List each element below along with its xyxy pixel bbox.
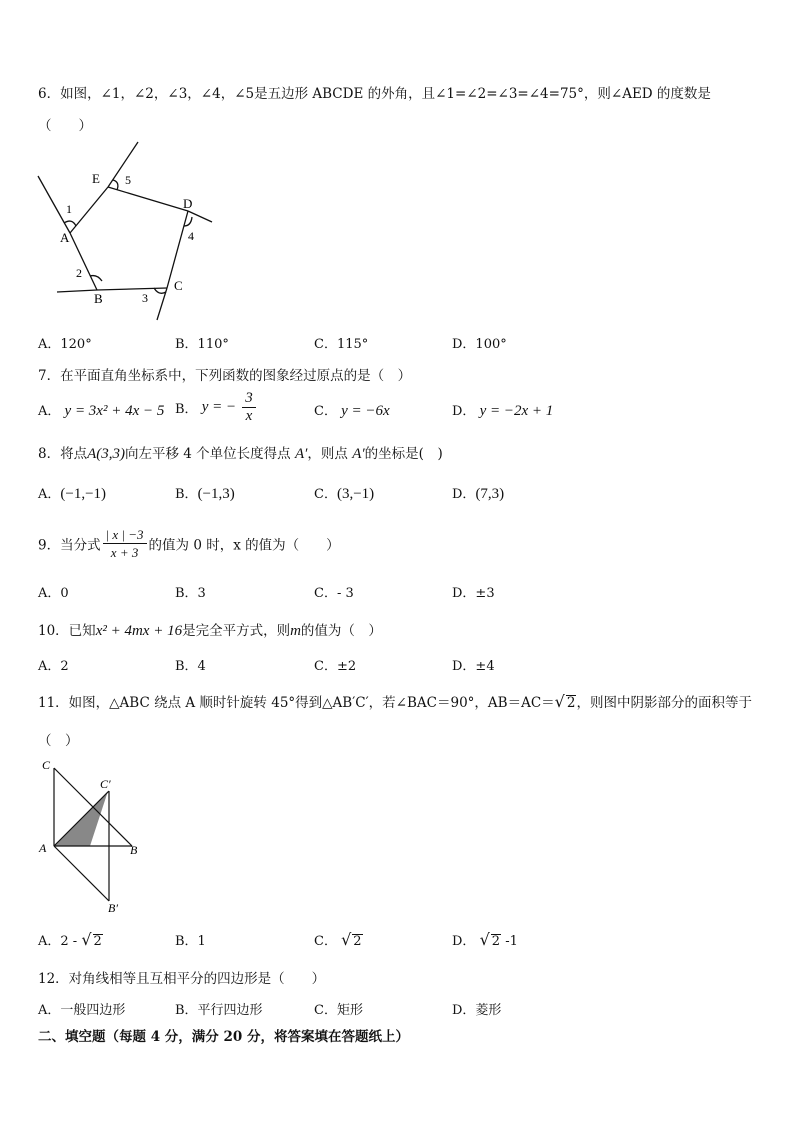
q7-option-a — [38, 400, 164, 420]
q7-option-c-label: C． — [314, 404, 337, 419]
q11-option-d-sqrt-icon: √ — [479, 930, 490, 949]
q10-option-b: B．4 — [175, 659, 206, 674]
q9-stem — [38, 526, 340, 561]
q12-stem: 12．对角线相等且互相平分的四边形是（ ） — [38, 971, 326, 987]
q11-text-post: ，则图中阴影部分的面积等于 — [576, 695, 752, 711]
q9-option-a: A．0 — [38, 586, 69, 601]
q10-option-a: A．2 — [38, 659, 69, 674]
q8-point2: A′ — [294, 446, 308, 462]
q6-option-c: C．115° — [314, 337, 369, 352]
q12-option-a: A．一般四边形 — [38, 1003, 126, 1018]
q6-option-b: B．110° — [175, 337, 229, 352]
q8-text-mid2: ，则点 — [307, 446, 348, 462]
q7-option-a-math: y = 3x² + 4x − 5 — [64, 403, 165, 419]
q8-point3: A′ — [352, 446, 365, 462]
q8-option-c-value: (3,−1) — [336, 486, 375, 502]
q11-text: 11．如图，△ABC 绕点 A 顺时针旋转 45°得到△AB′C′，若∠BAC＝90°，AB＝AC＝ — [38, 695, 555, 711]
q7-option-b-label: B． — [175, 402, 198, 417]
q10-expression: x² + 4mx + 16 — [95, 623, 183, 639]
q11-option-c-pre: C． — [314, 934, 337, 949]
q8-option-b-value: (−1,3) — [197, 486, 235, 502]
q10-option-c: C．±2 — [314, 659, 357, 674]
q9-option-c: C．- 3 — [314, 586, 354, 601]
q11-stem — [38, 691, 752, 711]
q6-label-1: 1 — [66, 202, 72, 216]
q11-option-c-sqrt: 2 — [353, 934, 362, 949]
q8-option-d-value: (7,3) — [475, 486, 505, 502]
q8-option-b-label: B． — [175, 487, 198, 502]
q8-stem — [38, 442, 443, 463]
q6-label-A: A — [60, 230, 70, 245]
q11-sqrt-value: 2 — [566, 695, 576, 711]
q11-label-Cprime: C′ — [100, 777, 111, 791]
q9-denominator: x + 3 — [110, 545, 139, 560]
q8-text-mid: 向左平移 4 个单位长度得点 — [125, 446, 291, 462]
q6-pentagon-figure — [30, 140, 230, 325]
q6-label-C: C — [174, 278, 183, 293]
q11-option-d — [452, 930, 518, 949]
q6-label-5: 5 — [125, 173, 131, 187]
q6-label-3: 3 — [142, 291, 148, 305]
q9-option-b: B．3 — [175, 586, 206, 601]
q11-option-b: B．1 — [175, 934, 206, 949]
q11-option-a-sqrt-icon: √ — [81, 930, 92, 949]
q9-text-pre: 9．当分式 — [38, 537, 101, 554]
q7-option-c-math: y = −6x — [341, 403, 390, 419]
q10-variable: m — [290, 623, 301, 639]
q11-sqrt-icon: √ — [554, 692, 565, 711]
q12-option-b: B．平行四边形 — [175, 1003, 263, 1018]
q6-answer-paren: （ ） — [38, 118, 92, 134]
q11-option-a-sqrt: 2 — [93, 934, 102, 949]
q8-option-b — [175, 483, 235, 503]
q12-option-c: C．矩形 — [314, 1003, 363, 1018]
q8-text-post: 的坐标是( ) — [364, 446, 443, 462]
q8-option-c — [314, 483, 374, 503]
q11-option-d-post: -1 — [505, 934, 518, 949]
q7-option-b-fraction — [242, 390, 256, 425]
q11-label-Bprime: B′ — [108, 901, 118, 915]
q7-stem: 7．在平面直角坐标系中，下列函数的图象经过原点的是（ ） — [38, 368, 412, 384]
q10-stem — [38, 619, 382, 640]
q7-option-b-left: y = − — [201, 399, 237, 415]
q9-option-d: D．±3 — [452, 586, 495, 601]
q6-label-4: 4 — [188, 229, 194, 243]
q7-option-b-denominator: x — [245, 408, 253, 424]
q11-rotation-figure — [34, 752, 154, 917]
q11-option-c — [314, 930, 363, 949]
q6-option-d: D．100° — [452, 337, 507, 352]
q8-option-c-label: C． — [314, 487, 337, 502]
q7-option-d-math: y = −2x + 1 — [479, 403, 554, 419]
q11-option-d-sqrt: 2 — [491, 934, 501, 949]
q7-option-d — [452, 400, 553, 420]
q8-text-pre: 8．将点 — [38, 446, 88, 462]
q8-option-a-value: (−1,−1) — [60, 486, 107, 502]
q9-fraction — [103, 526, 147, 561]
q6-label-2: 2 — [76, 266, 82, 280]
q10-option-d: D．±4 — [452, 659, 495, 674]
q12-option-d: D．菱形 — [452, 1003, 502, 1018]
q6-label-E: E — [92, 171, 100, 186]
q11-option-a — [38, 930, 103, 949]
q11-option-d-pre: D． — [452, 934, 476, 949]
q8-option-d — [452, 483, 504, 503]
q11-answer-paren: （ ） — [38, 733, 79, 749]
q7-option-c — [314, 400, 390, 420]
q7-option-a-label: A． — [38, 404, 61, 419]
q6-label-B: B — [94, 291, 103, 306]
q6-option-a: A．120° — [38, 337, 92, 352]
q10-text-pre: 10．已知 — [38, 623, 96, 639]
q11-option-c-sqrt-icon: √ — [341, 930, 352, 949]
q11-label-B: B — [130, 843, 138, 857]
q6-label-D: D — [183, 196, 193, 211]
q10-text-mid: 是完全平方式，则 — [182, 623, 291, 639]
q8-option-d-label: D． — [452, 487, 476, 502]
q11-label-C: C — [42, 758, 51, 772]
q6-stem: 6．如图，∠1，∠2，∠3，∠4，∠5是五边形 ABCDE 的外角，且∠1=∠2=∠3=∠4=75°，则∠AED 的度数是 — [38, 86, 711, 102]
q8-option-a-label: A． — [38, 487, 61, 502]
q7-option-d-label: D． — [452, 404, 476, 419]
q7-option-b — [175, 390, 258, 425]
q8-option-a — [38, 483, 106, 503]
q11-option-a-pre: A．2 - — [38, 934, 78, 949]
q10-text-post: 的值为（ ） — [300, 623, 382, 639]
q9-text-post: 的值为 0 时，x 的值为（ ） — [148, 537, 340, 554]
q8-point: A(3,3) — [87, 446, 125, 462]
q7-option-b-numerator: 3 — [242, 390, 256, 408]
section-2-heading: 二、填空题（每题 4 分，满分 20 分，将答案填在答题纸上） — [38, 1029, 409, 1045]
q9-numerator: | x | −3 — [103, 526, 147, 544]
q11-label-A: A — [39, 841, 47, 855]
